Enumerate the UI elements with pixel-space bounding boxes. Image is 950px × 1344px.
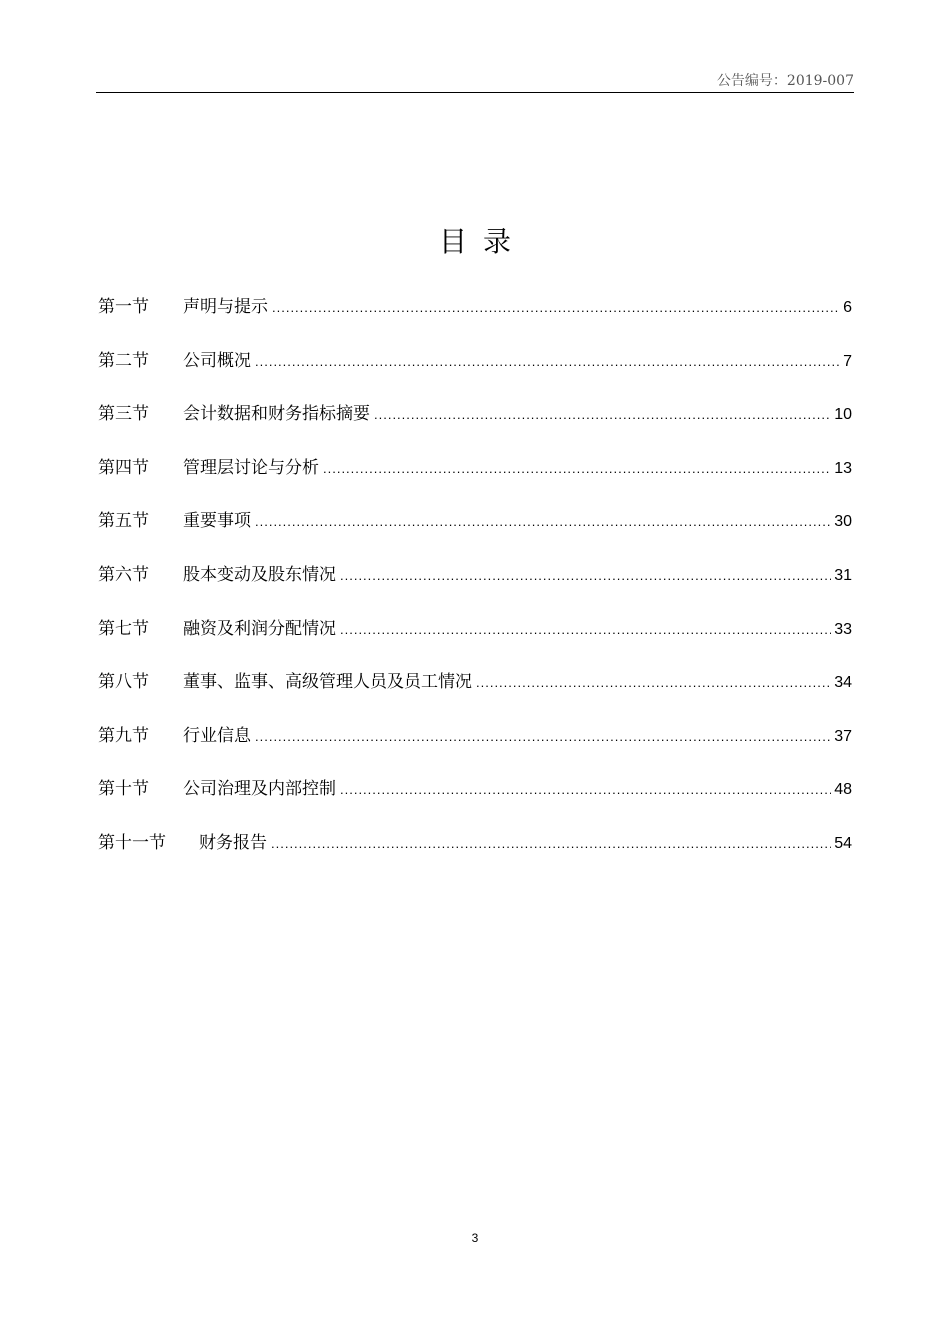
toc-entry-page: 7: [843, 352, 852, 370]
toc-entry-title: 股本变动及股东情况: [183, 564, 336, 585]
toc-entry-page: 54: [834, 834, 852, 852]
toc-entry-title: 公司概况: [183, 350, 251, 371]
toc-leader-dots: [340, 622, 831, 637]
toc-entry-page: 6: [843, 299, 852, 316]
toc-entry-page: 30: [834, 513, 852, 531]
toc-entry[interactable]: [98, 774, 852, 828]
toc-entry-label: 第五节: [98, 511, 149, 532]
toc-entry-label: 第八节: [98, 672, 149, 693]
toc-entry[interactable]: [98, 292, 852, 346]
toc-entry[interactable]: [98, 506, 852, 560]
toc-leader-dots: [271, 836, 831, 851]
toc-entry-title: 融资及利润分配情况: [183, 618, 336, 639]
toc-entry-title: 公司治理及内部控制: [183, 779, 336, 800]
toc-entry-title: 行业信息: [183, 725, 251, 746]
toc-leader-dots: [340, 568, 831, 583]
toc-entry-title: 声明与提示: [183, 297, 268, 317]
toc-leader-dots: [340, 782, 831, 797]
toc-leader-dots: [255, 354, 840, 369]
toc-entry[interactable]: [98, 828, 852, 882]
toc-entry[interactable]: [98, 560, 852, 614]
page-number: 3: [471, 1231, 479, 1245]
toc-entry-page: 48: [834, 781, 852, 799]
toc-leader-dots: [476, 675, 831, 690]
toc-entry-page: 33: [834, 620, 852, 638]
toc-entry-label: 第三节: [98, 404, 149, 425]
toc-entry-label: 第四节: [98, 457, 149, 478]
toc-leader-dots: [374, 407, 831, 422]
toc-entry-title: 财务报告: [199, 832, 267, 853]
toc-entry[interactable]: [98, 721, 852, 775]
toc-entry-label: 第二节: [98, 350, 149, 371]
toc-entry-page: 37: [834, 727, 852, 745]
toc-entry-label: 第九节: [98, 725, 149, 746]
toc-entry-title: 会计数据和财务指标摘要: [183, 404, 370, 425]
toc-entry-title: 管理层讨论与分析: [183, 457, 319, 478]
toc-entry-title: 重要事项: [183, 511, 251, 532]
toc-title: 目录: [438, 225, 527, 258]
toc-entry-page: 13: [834, 459, 852, 477]
notice-number: 公告编号：2019-007: [716, 73, 854, 89]
toc-entry[interactable]: [98, 346, 852, 400]
toc-entry[interactable]: [98, 667, 852, 721]
page-header: [96, 62, 854, 93]
toc-entry[interactable]: [98, 453, 852, 507]
toc-entry-page: 31: [834, 566, 852, 584]
toc-entry-label: 第六节: [98, 564, 149, 585]
toc-entry-page: 34: [834, 674, 852, 692]
toc-entry[interactable]: [98, 399, 852, 453]
toc-leader-dots: [255, 729, 831, 744]
toc-leader-dots: [272, 300, 840, 315]
toc-entry-label: 第一节: [98, 297, 149, 317]
toc-entry-page: 10: [834, 406, 852, 424]
toc-entry-label: 第十一节: [98, 832, 166, 853]
toc-entry[interactable]: [98, 614, 852, 668]
table-of-contents: [98, 292, 852, 882]
toc-entry-label: 第七节: [98, 618, 149, 639]
toc-entry-title: 董事、监事、高级管理人员及员工情况: [183, 672, 472, 693]
toc-leader-dots: [255, 514, 831, 529]
toc-leader-dots: [323, 461, 831, 476]
toc-entry-label: 第十节: [98, 779, 149, 800]
